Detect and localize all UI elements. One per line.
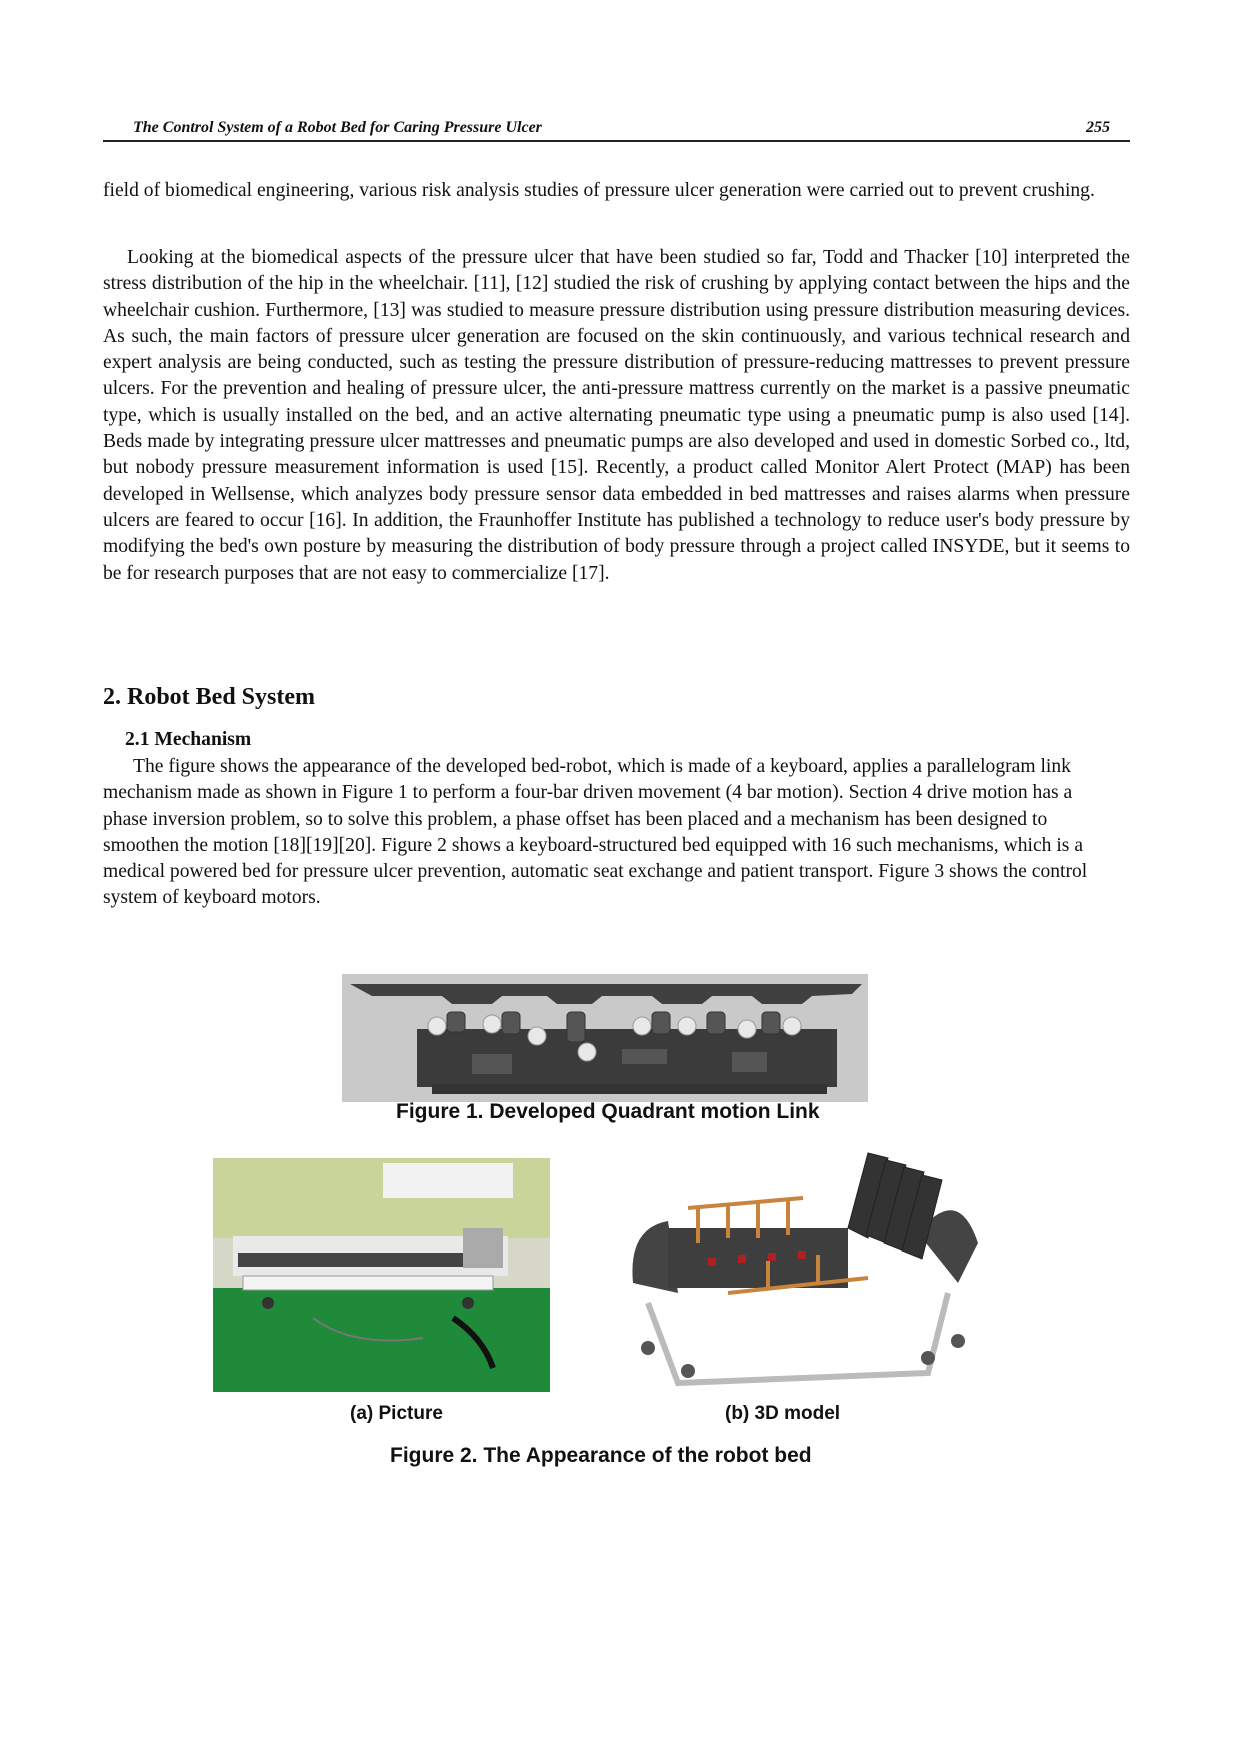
figure-2a-photo-image	[213, 1158, 550, 1392]
figure-2b-label: (b) 3D model	[725, 1403, 841, 1424]
paragraph-2: Looking at the biomedical aspects of the pressure ulcer that have been studied so far, Todd and Thacker [10] interpreted the stress distribution of the hip in the wheelchair. [11], [12] studied the risk of crushing by applying contact between the hips and the wheelchair cushion. Furthermore, [13] was studied to measure pressure distribution using pressure distribution measuring devices. As such, the main factors of pressure ulcer generation are focused on the skin continuously, and various technical research and expert analysis are being conducted, such as testing the pressure distribution of pressure-reducing mattresses to prevent pressure ulcers. For the prevention and healing of pressure ulcer, the anti-pressure mattress currently on the market is a passive pneumatic type, which is usually installed on the bed, and an active alternating pneumatic type using a pneumatic pump is also used [14]. Beds made by integrating pressure ulcer mattresses and pneumatic pumps are also developed and used in domestic Sorbed co., ltd, but nobody pressure measurement information is used [15]. Recently, a product called Monitor Alert Protect (MAP) has been developed in Wellsense, which analyzes body pressure sensor data embedded in bed mattresses and raises alarms when pressure ulcers are feared to occur [16]. In addition, the Fraunhoffer Institute has published a technology to reduce user's body pressure by modifying the bed's own posture by measuring the distribution of body pressure through a project called INSYDE, but it seems to be for research purposes that are not easy to commercialize [17].	[103, 247, 1130, 584]
paragraph-1: field of biomedical engineering, various risk analysis studies of pressure ulcer generation were carried out to prevent crushing.	[103, 180, 1095, 201]
page-number: 255	[1086, 119, 1110, 136]
figure-1-link-mechanism-image	[342, 974, 868, 1102]
figure-2b-3d-model-image	[628, 1143, 980, 1389]
figure-2-caption: Figure 2. The Appearance of the robot bed	[390, 1444, 812, 1467]
paragraph-3: The figure shows the appearance of the developed bed-robot, which is made of a keyboard, applies a parallelogram link mechanism made as shown in Figure 1 to perform a four-bar driven movement (4 bar motion). Section 4 drive motion has a phase inversion problem, so to solve this problem, a phase offset has been placed and a mechanism has been designed to smoothen the motion [18][19][20]. Figure 2 shows a keyboard-structured bed equipped with 16 such mechanisms, which is a medical powered bed for pressure ulcer prevention, automatic seat exchange and patient transport. Figure 3 shows the control system of keyboard motors.	[103, 756, 1088, 909]
subsection-title: 2.1 Mechanism	[125, 729, 252, 750]
running-header	[103, 118, 1130, 142]
section-title: 2. Robot Bed System	[103, 684, 316, 710]
running-title: The Control System of a Robot Bed for Caring Pressure Ulcer	[133, 119, 542, 136]
figure-2a-label: (a) Picture	[350, 1403, 443, 1424]
figure-1-caption: Figure 1. Developed Quadrant motion Link	[396, 1100, 820, 1123]
